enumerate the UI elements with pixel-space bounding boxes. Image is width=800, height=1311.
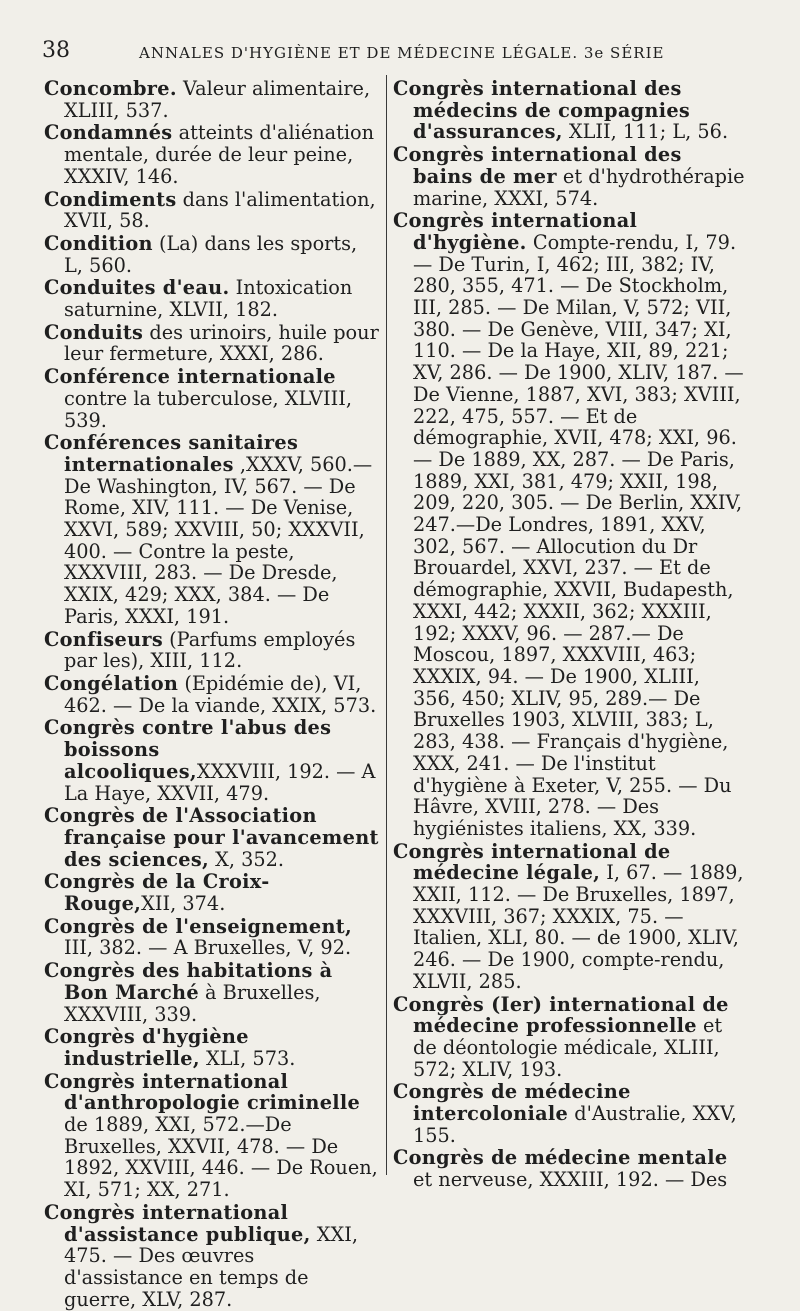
index-entry: [44, 189, 379, 232]
index-entry: [44, 916, 379, 959]
index-entry: [44, 805, 379, 870]
entry-heading: Congrès contre l'abus des boissons alcooliques,: [44, 716, 332, 783]
entry-heading: Condiments: [44, 187, 177, 211]
index-entry: [393, 1081, 745, 1146]
index-entry: [393, 841, 745, 993]
right-column: [393, 78, 745, 1192]
entry-references: des urinoirs, huile pour leur fermeture, XXXI, 286.: [64, 320, 379, 366]
entry-heading: Conduites d'eau.: [44, 276, 230, 300]
index-entry: [44, 673, 379, 716]
entry-references: (Epidémie de), VI, 462. — De la viande, XXIX, 573.: [64, 671, 377, 717]
index-entry: [44, 277, 379, 320]
index-entry: [44, 122, 379, 187]
entry-heading: Congrès international des médecins de compagnies d'assurances,: [393, 77, 691, 144]
entry-references: et d'hydrothérapie marine, XXXI, 574.: [413, 164, 745, 210]
entry-references: Intoxication saturnine, XLVII, 182.: [64, 276, 353, 322]
index-entry: [393, 144, 745, 209]
index-entry: [393, 1147, 745, 1190]
index-entry: [44, 78, 379, 121]
entry-heading: Congrès de l'Association française pour l'avancement des sciences,: [44, 804, 379, 871]
entry-heading: Congrès de médecine intercoloniale: [393, 1080, 631, 1126]
entry-references: atteints d'aliénation mentale, durée de leur peine, XXXIV, 146.: [64, 121, 375, 188]
entry-heading: Congrès des habitations à Bon Marché: [44, 959, 333, 1004]
entry-heading: Congrès de l'enseignement,: [44, 914, 352, 938]
index-entry: [44, 1026, 379, 1069]
entry-references: (La) dans les sports, L, 560.: [64, 231, 358, 277]
index-entry: [44, 871, 379, 914]
entry-references: et de déontologie médicale, XLIII, 572; XLIV, 193.: [413, 1014, 723, 1081]
entry-references: Compte-rendu, I, 79. — De Turin, I, 462; III, 382; IV, 280, 355, 471. — De Stockholm, III, 285. — De Milan, V, 572; VII, 380. — De Genève, VIII, 347; XI, 110. — De la Haye, XII, 89, 221; XV, 286. — De 1900, XLIV, 187. — De Vienne, 1887, XVI, 383; XVIII, 222, 475, 557. — Et de démographie, XVII, 478; XXI, 96.— De 1889, XX, 287. — De Paris, 1889, XXI, 381, 479; XXII, 198, 209, 220, 305. — De Berlin, XXIV, 247.—De Londres, 1891, XXV, 302, 567. — Allocution du Dr Brouardel, XXVI, 237. — Et de démographie, XXVII, Budapesth, XXXI, 442; XXXII, 362; XXXIII, 192; XXXV, 96. — 287.— De Moscou, 1897, XXXVIII, 463; XXXIX, 94. — De 1900, XLIII, 356, 450; XLIV, 95, 289.— De Bruxelles 1903, XLVIII, 383; L, 283, 438. — Français d'hygiène, XXX, 241. — De l'institut d'hygiène à Exeter, V, 255. — Du Hâvre, XVIII, 278. — Des hygiénistes italiens, XX, 339.: [413, 230, 744, 840]
entry-references: dans l'alimentation, XVII, 58.: [64, 187, 376, 233]
index-entry: [44, 432, 379, 627]
entry-references: X, 352.: [209, 847, 285, 871]
entry-heading: Congrès (Ier) international de médecine professionnelle: [393, 992, 729, 1038]
entry-heading: Congélation: [44, 671, 179, 695]
entry-references: de 1889, XXI, 572.—De Bruxelles, XXVII, 478. — De 1892, XXVIII, 446. — De Rouen, XI, 571; XX, 271.: [64, 1113, 378, 1202]
index-entry: [393, 78, 745, 143]
entry-references: à Bruxelles, XXXVIII, 339.: [64, 980, 321, 1026]
index-entry: [44, 629, 379, 672]
index-entry: [393, 994, 745, 1081]
entry-heading: Congrès de médecine mentale: [393, 1146, 728, 1170]
entry-references: (Parfums employés par les), XIII, 112.: [64, 627, 356, 673]
entry-heading: Congrès international d'anthropologie criminelle: [44, 1069, 361, 1115]
entry-heading: Congrès international d'hygiène.: [393, 209, 638, 254]
entry-heading: Conduits: [44, 320, 144, 344]
entry-heading: Congrès international de médecine légale,: [393, 839, 671, 885]
entry-heading: Condition: [44, 231, 153, 255]
entry-heading: Congrès d'hygiène industrielle,: [44, 1025, 249, 1070]
index-entry: [44, 1071, 379, 1201]
entry-references: XLII, 111; L, 56.: [562, 120, 729, 144]
entry-references: XXXVIII, 192. — A La Haye, XXVII, 479.: [64, 759, 376, 805]
index-entry: [44, 717, 379, 804]
entry-references: et nerveuse, XXXIII, 192. — Des: [413, 1168, 728, 1192]
entry-references: contre la tuberculose, XLVIII, 539.: [64, 386, 352, 432]
running-head: ANNALES D'HYGIÈNE ET DE MÉDECINE LÉGALE. 3e SÉRIE: [139, 44, 665, 62]
entry-references: XII, 374.: [141, 892, 226, 916]
entry-heading: Confiseurs: [44, 627, 163, 651]
entry-references: ,XXXV, 560.—De Washington, IV, 567. — De Rome, XIV, 111. — De Venise, XXVI, 589; XXVIII, 50; XXXVII, 400. — Contre la peste, XXXVIII, 283. — De Dresde, XXIX, 429; XXX, 384. — De Paris, XXXI, 191.: [64, 452, 373, 628]
entry-heading: Condamnés: [44, 121, 173, 145]
entry-heading: Conférences sanitaires internationales: [44, 431, 299, 476]
entry-heading: Concombre.: [44, 77, 177, 100]
entry-heading: Congrès de la Croix-Rouge,: [44, 870, 270, 916]
entry-references: XXI, 475. — Des œuvres d'assistance en temps de guerre, XLV, 287.: [64, 1222, 358, 1311]
index-entry: [393, 210, 745, 839]
index-entry: [44, 960, 379, 1025]
index-entry: [44, 366, 379, 431]
page-number: 38: [42, 38, 70, 63]
entry-references: Valeur alimentaire, XLIII, 537.: [64, 77, 371, 122]
entry-references: I, 67. — 1889, XXII, 112. — De Bruxelles, 1897, XXXVIII, 367; XXXIX, 75. — Italien, XLI, 80. — de 1900, XLIV, 246. — De 1900, compte-rendu, XLVII, 285.: [413, 861, 744, 993]
left-column: [44, 78, 379, 1311]
page-header: [42, 38, 778, 66]
index-entry: [44, 233, 379, 276]
index-entry: [44, 1202, 379, 1311]
entry-heading: Congrès international des bains de mer: [393, 143, 682, 188]
entry-heading: Conférence internationale: [44, 365, 336, 389]
column-divider: [386, 75, 387, 1175]
entry-references: XLI, 573.: [199, 1046, 296, 1070]
entry-references: d'Australie, XXV, 155.: [413, 1102, 737, 1147]
index-entry: [44, 322, 379, 365]
entry-heading: Congrès international d'assistance publique,: [44, 1200, 311, 1246]
entry-references: III, 382. — A Bruxelles, V, 92.: [64, 936, 352, 960]
